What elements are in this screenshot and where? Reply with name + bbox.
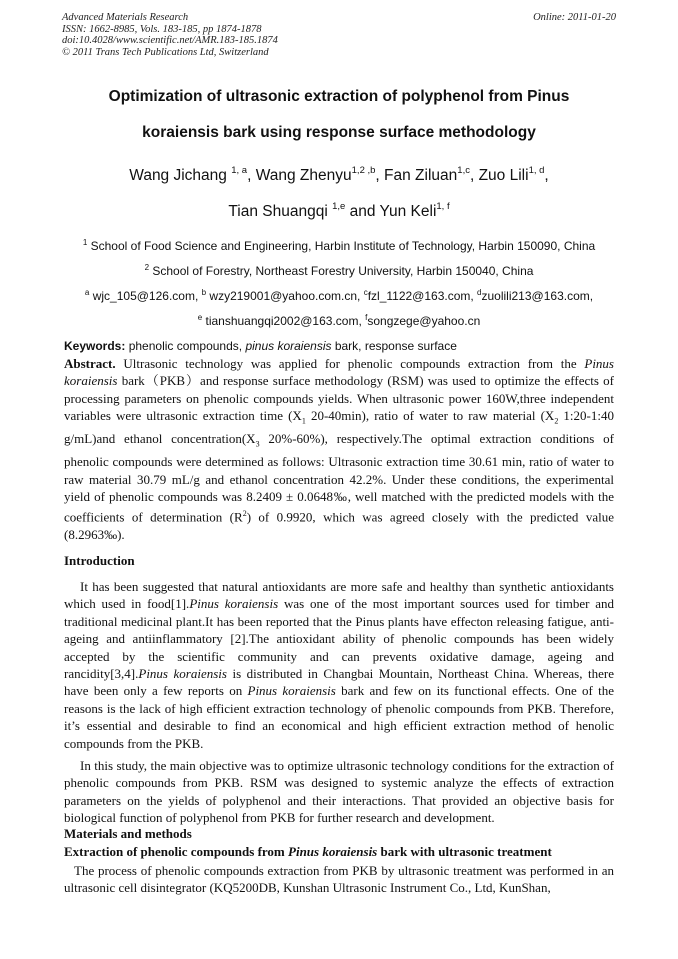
affiliation-2 (0, 263, 678, 278)
abstract-text: 20%-60%), respectively.The optimal extraction conditions of phenolic compounds were determined as follows: Ultrasonic extraction time 30.61 min, ratio of water to raw material 30.79 mL/g and ethanol concentration 42.2%. Under these conditions, the experimental yield of phenolic compounds was 8.2409 ± 0.0648‰, well matched with the predicted models with the coefficients of determination (R (64, 431, 614, 525)
abstract-text: Ultrasonic technology was applied for phenolic compounds extraction from the (115, 356, 585, 371)
keyword-text: pinus koraiensis (245, 339, 332, 353)
methods-paragraph-1: The process of phenolic compounds extraction from PKB by ultrasonic treatment was performed in an ultrasonic cell disintegrator (KQ5200DB, Kunshan Ultrasonic Instrument Co., Ltd, KunShan, (64, 863, 614, 896)
email-mark: c (363, 288, 368, 297)
email-address: fzl_1122@163.com, (367, 289, 478, 303)
affil-text: School of Food Science and Engineering, Harbin Institute of Technology, Harbin 150090, China (87, 239, 596, 253)
affil-mark: 1 (82, 238, 88, 247)
email-address: wjc_105@126.com, (89, 289, 202, 303)
abstract-subscript: 1 (301, 416, 306, 426)
abstract-subscript: 2 (554, 416, 559, 426)
author-line-2 (0, 201, 678, 221)
author-affil-mark: 1,2 ,b (351, 165, 376, 176)
email-line-1 (0, 288, 678, 303)
email-address: tianshuangqi2002@163.com, (202, 314, 366, 328)
abstract-label: Abstract. (64, 356, 116, 371)
author-affil-mark: 1, d (528, 165, 545, 176)
keyword-text: bark, response surface (331, 339, 457, 353)
paragraph-text: Pinus koraiensis (189, 596, 279, 612)
email-mark: f (365, 313, 368, 322)
author-sep: , (544, 167, 549, 184)
section-heading-introduction: Introduction (64, 553, 135, 568)
abstract-text: Pinus koraiensis (64, 356, 614, 389)
copyright-line: © 2011 Trans Tech Publications Ltd, Switzerland (62, 46, 269, 58)
email-address: wzy219001@yahoo.com.cn, (206, 289, 364, 303)
email-mark: e (197, 313, 203, 322)
paragraph-text: is distributed in Changbai Mountain, Northeast China. Whereas, there have been only a few reports on (64, 666, 614, 699)
abstract-subscript: 3 (255, 439, 260, 449)
paragraph-text: It has been suggested that natural antioxidants are more safe and healthy than synthetic antioxidants which used in food[1]. (64, 579, 614, 612)
affil-mark: 2 (144, 263, 150, 272)
section-heading-methods: Materials and methods (64, 826, 192, 841)
email-line-2 (0, 313, 678, 328)
paper-title-line-1: Optimization of ultrasonic extraction of polyphenol from Pinus (108, 88, 570, 105)
author-name: Tian Shuangqi (228, 203, 333, 220)
heading-text: bark with ultrasonic treatment (377, 844, 552, 859)
issn-line: ISSN: 1662-8985, Vols. 183-185, pp 1874-1878 (62, 23, 262, 35)
paper-title-line-2: koraiensis bark using response surface methodology (142, 124, 536, 141)
email-mark: a (84, 288, 90, 297)
subsection-heading-extraction (64, 844, 552, 860)
author-affil-mark: 1, f (436, 201, 450, 212)
intro-paragraph-1 (64, 578, 614, 752)
email-mark: b (201, 288, 207, 297)
abstract-text: 1:20-1:40 g/mL)and ethanol concentration(X (64, 408, 614, 447)
paragraph-text: Pinus koraiensis (247, 683, 336, 699)
abstract-text: 20-40min), ratio of water to raw material (X (305, 408, 555, 424)
abstract-text: ) of 0.9920, which was agreed closely with the predicted value (8.2963‰). (64, 509, 614, 543)
heading-text: Extraction of phenolic compounds from (64, 844, 289, 859)
author-name: , Zuo Lili (469, 167, 529, 184)
author-affil-mark: 1, a (231, 165, 248, 176)
keywords-label: Keywords: (64, 339, 126, 353)
email-address: songzege@yahoo.cn (367, 314, 481, 328)
heading-text: Pinus koraiensis (288, 844, 378, 859)
author-name: , Fan Ziluan (375, 167, 458, 184)
author-name: , Wang Zhenyu (247, 167, 352, 184)
online-date: Online: 2011-01-20 (533, 12, 616, 23)
intro-paragraph-2: In this study, the main objective was to optimize ultrasonic technology conditions for the extraction of phenolic compounds from PKB. RSM was designed to systemic analyze the effects of extraction parameters on the yields of polyphenol and their interactions. That provided an objective basis for biological function of polyphenol from PKB for further research and development. (64, 758, 614, 826)
paragraph-text: was one of the most important sources used for timber and traditional medicinal plant.It has been reported that the Pinus plants have effecton releasing fatigue, anti-ageing and antiinflammatory [2].The antioxidant ability of phenolic compounds has been widely accepted by the scientific community and can prevents oxidative damage, ageing and rancidity[3,4]. (64, 596, 614, 682)
abstract-superscript: 2 (242, 509, 247, 519)
author-name: Wang Jichang (129, 167, 232, 184)
paragraph-text: bark and few on its functional effects. One of the reasons is the lack of high efficient extraction technology of phenolic compounds from PKB. Therefore, it’s essential and desirable to find an economical and high efficient extraction method of henolic compounds from the PKB. (64, 683, 614, 751)
author-affil-mark: 1,c (457, 165, 470, 176)
abstract-text: bark（PKB）and response surface methodology (RSM) was used to optimize the effects of processing parameters on phenolic compounds yields. When ultrasonic power 160W,three independent variables were ultrasonic extraction time (X (64, 373, 614, 424)
author-line-1 (0, 165, 678, 185)
paragraph-text: Pinus koraiensis (138, 666, 227, 682)
author-name: and Yun Keli (345, 203, 437, 220)
journal-header (62, 12, 278, 58)
abstract (64, 355, 614, 544)
email-address: zuolili213@163.com, (481, 289, 594, 303)
keywords (64, 339, 457, 353)
affiliation-1 (0, 238, 678, 253)
doi-line: doi:10.4028/www.scientific.net/AMR.183-185.1874 (62, 35, 278, 46)
journal-name: Advanced Materials Research (62, 12, 189, 23)
affil-text: School of Forestry, Northeast Forestry University, Harbin 150040, China (149, 264, 534, 278)
author-affil-mark: 1,e (332, 201, 346, 212)
keyword-text: phenolic compounds, (125, 339, 246, 353)
email-mark: d (477, 288, 482, 297)
